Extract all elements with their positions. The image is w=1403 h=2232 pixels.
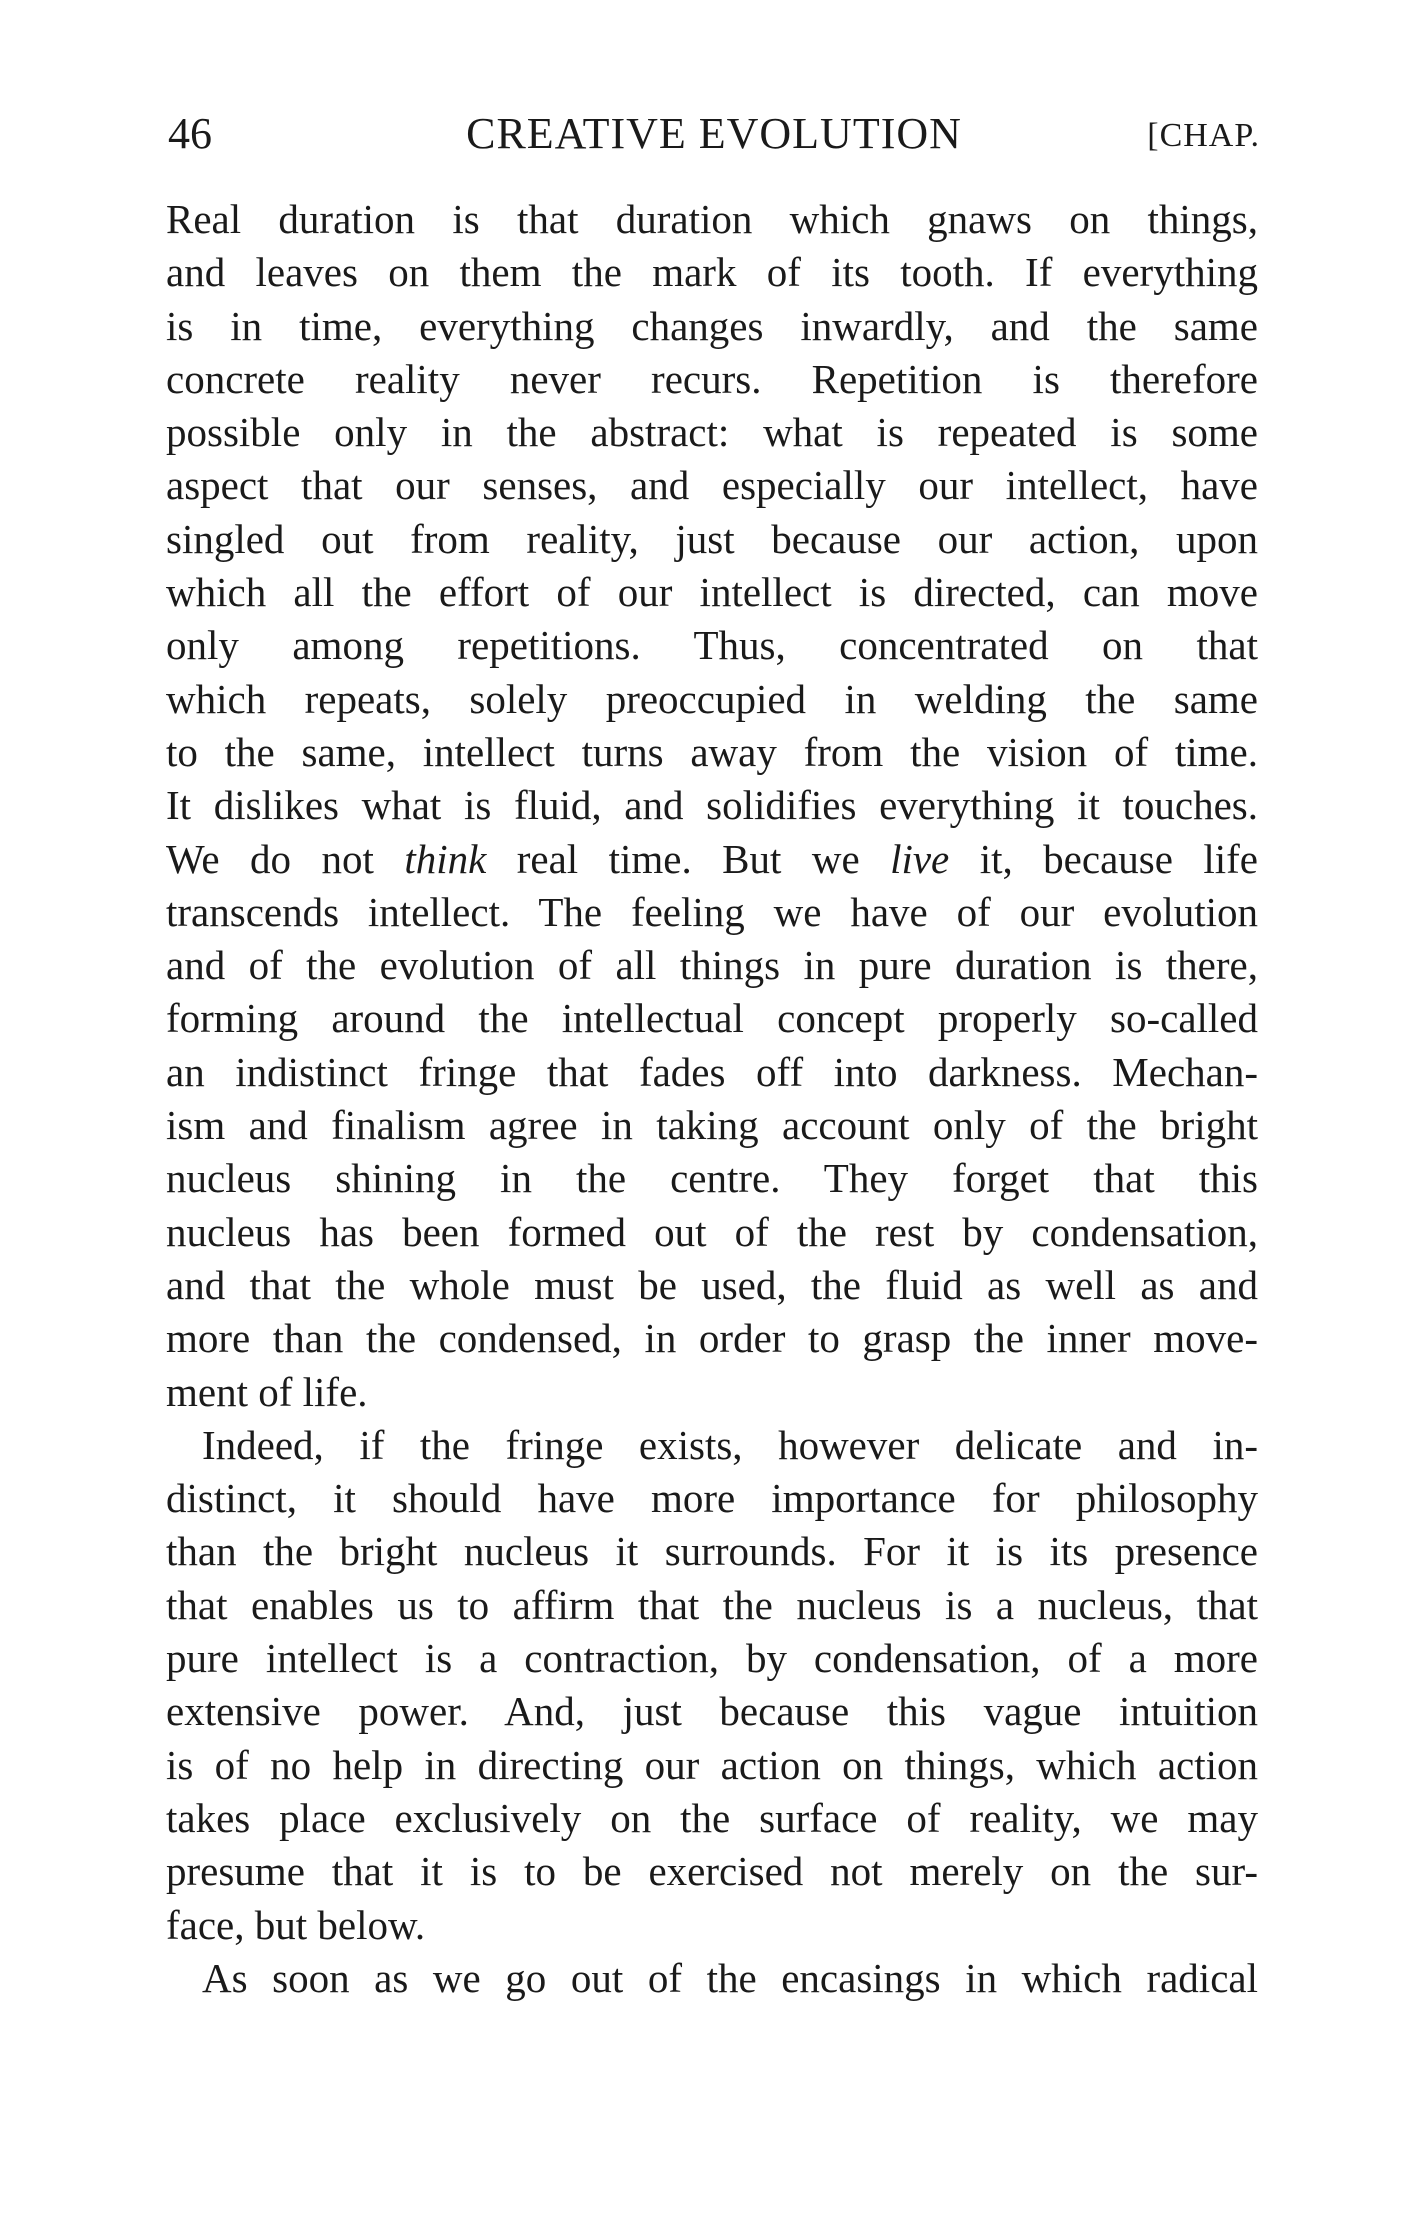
- text-line: face, but below.: [166, 1901, 426, 1948]
- text-line: is in time, everything changes inwardly, and the same: [166, 302, 1258, 349]
- text-line: nucleus has been formed out of the rest by condensation,: [166, 1208, 1258, 1255]
- text-line: and that the whole must be used, the fluid as well as and: [166, 1261, 1258, 1308]
- page-number: 46: [168, 109, 212, 158]
- text-line: is of no help in directing our action on things, which action: [166, 1741, 1258, 1788]
- text-line: which all the effort of our intellect is directed, can move: [166, 569, 1258, 616]
- text-line: only among repetitions. Thus, concentrated on that: [166, 622, 1258, 669]
- text-line: takes place exclusively on the surface of reality, we may: [166, 1794, 1258, 1841]
- text-line: and leaves on them the mark of its tooth. If everything: [166, 249, 1258, 296]
- text-line: aspect that our senses, and especially our intellect, have: [166, 462, 1258, 509]
- italic-word: live: [890, 835, 950, 882]
- text-line: extensive power. And, just because this vague intuition: [166, 1688, 1258, 1735]
- text-line: nucleus shining in the centre. They forget that this: [166, 1155, 1258, 1202]
- text-line: than the bright nucleus it surrounds. For it is its presence: [166, 1528, 1258, 1575]
- text-line: possible only in the abstract: what is repeated is some: [166, 409, 1258, 456]
- text-line: that enables us to affirm that the nucleus is a nucleus, that: [166, 1581, 1258, 1628]
- running-header: [168, 104, 1260, 164]
- body-text: [166, 193, 1258, 2005]
- paragraph-first-line: As soon as we go out of the encasings in which radical: [202, 1954, 1258, 2001]
- text-line: It dislikes what is fluid, and solidifies everything it touches.: [166, 782, 1258, 829]
- text-line: an indistinct fringe that fades off into darkness. Mechan-: [166, 1048, 1258, 1095]
- text-line: singled out from reality, just because our action, upon: [166, 515, 1258, 562]
- text-line-with-italics: [166, 833, 1258, 886]
- chapter-mark: [CHAP.: [1147, 117, 1260, 154]
- text-line: forming around the intellectual concept properly so-called: [166, 995, 1258, 1042]
- text-line: ment of life.: [166, 1368, 368, 1415]
- text-run: We do not: [166, 835, 405, 882]
- text-line: to the same, intellect turns away from the vision of time.: [166, 728, 1258, 775]
- text-line: presume that it is to be exercised not merely on the sur-: [166, 1848, 1258, 1895]
- text-line: which repeats, solely preoccupied in welding the same: [166, 675, 1258, 722]
- text-line: and of the evolution of all things in pure duration is there,: [166, 942, 1258, 989]
- text-line: distinct, it should have more importance for philosophy: [166, 1475, 1258, 1522]
- text-line: ism and finalism agree in taking account only of the bright: [166, 1102, 1258, 1149]
- text-run: it, because life: [949, 835, 1258, 882]
- text-line: Real duration is that duration which gnaws on things,: [166, 196, 1258, 242]
- paragraph-first-line: Indeed, if the fringe exists, however delicate and in-: [202, 1421, 1258, 1468]
- text-line: more than the condensed, in order to grasp the inner move-: [166, 1315, 1258, 1362]
- text-line: pure intellect is a contraction, by condensation, of a more: [166, 1635, 1258, 1682]
- italic-word: think: [404, 835, 487, 882]
- text-run: real time. But we: [486, 835, 891, 882]
- text-line: concrete reality never recurs. Repetition is therefore: [166, 355, 1258, 402]
- running-title: CREATIVE EVOLUTION: [466, 109, 962, 158]
- text-line: transcends intellect. The feeling we have of our evolution: [166, 888, 1258, 935]
